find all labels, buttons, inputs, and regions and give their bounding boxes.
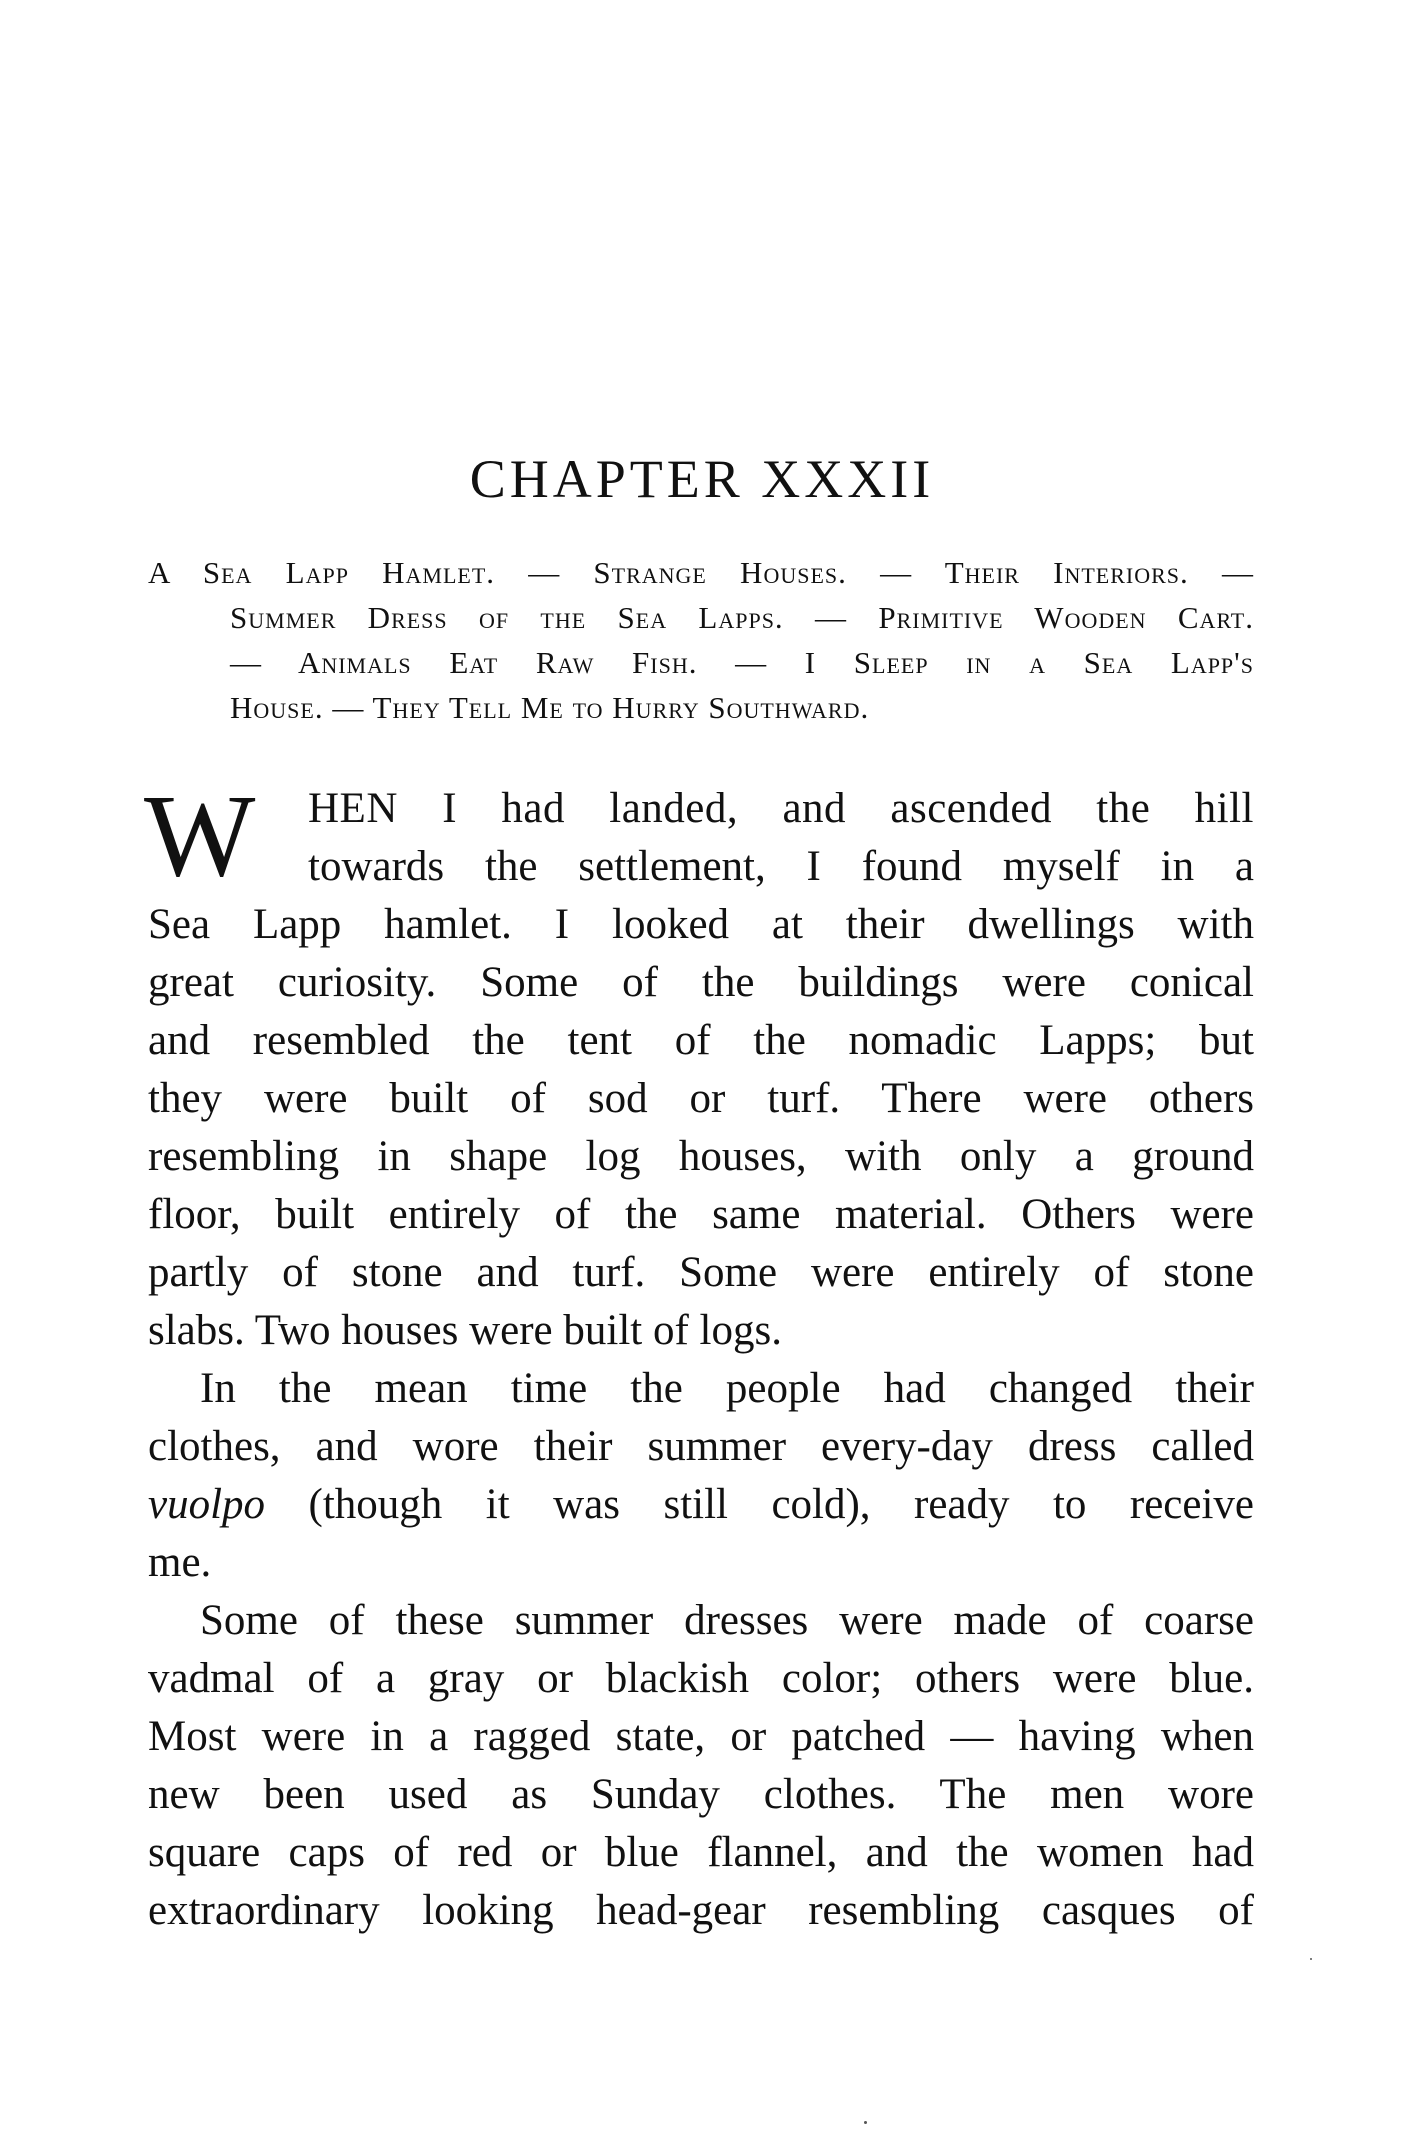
text-line: extraordinary looking head-gear resembling casques of	[148, 1887, 1254, 1934]
text-line: partly of stone and turf. Some were entirely of stone	[148, 1249, 1254, 1296]
text-line: clothes, and wore their summer every-day dress called	[148, 1423, 1254, 1470]
text-line: they were built of sod or turf. There were others	[148, 1075, 1254, 1122]
text-line: HEN I had landed, and ascended the hill	[308, 785, 1254, 832]
text-line: new been used as Sunday clothes. The men wore	[148, 1771, 1254, 1818]
paragraph-3	[148, 1592, 1254, 1940]
text-line: vadmal of a gray or blackish color; others were blue.	[148, 1655, 1254, 1702]
text-line: Sea Lapp hamlet. I looked at their dwellings with	[148, 901, 1254, 948]
drop-cap: W	[144, 770, 256, 901]
text-line: In the mean time the people had changed their	[200, 1365, 1254, 1412]
text-line: resembling in shape log houses, with only a ground	[148, 1133, 1254, 1180]
synopsis-line: — Animals Eat Raw Fish. — I Sleep in a Sea Lapp's	[230, 645, 1254, 680]
chapter-title: CHAPTER XXXII	[469, 449, 935, 509]
synopsis-line: Summer Dress of the Sea Lapps. — Primitive Wooden Cart.	[230, 600, 1254, 635]
text-line: Most were in a ragged state, or patched — having when	[148, 1713, 1254, 1760]
text-line: floor, built entirely of the same material. Others were	[148, 1191, 1254, 1238]
text-line: towards the settlement, I found myself in a	[308, 843, 1254, 890]
text-fragment: (though it was still cold), ready to receive	[265, 1481, 1254, 1528]
paper-speck	[1310, 1958, 1312, 1960]
text-line: Some of these summer dresses were made of coarse	[200, 1597, 1254, 1644]
paper-speck	[864, 2121, 867, 2124]
text-line: square caps of red or blue flannel, and the women had	[148, 1829, 1254, 1876]
chapter-synopsis	[148, 550, 1254, 730]
italic-word: vuolpo	[148, 1481, 266, 1528]
paragraph-2	[148, 1360, 1254, 1592]
text-line: me.	[148, 1539, 212, 1586]
paragraph-1	[144, 770, 1254, 1360]
text-line: slabs. Two houses were built of logs.	[148, 1307, 782, 1354]
synopsis-line: House. — They Tell Me to Hurry Southward.	[230, 690, 870, 725]
text-line: great curiosity. Some of the buildings were conical	[148, 959, 1254, 1006]
text-line	[148, 1476, 1254, 1534]
chapter-body	[144, 770, 1254, 1940]
text-line: and resembled the tent of the nomadic Lapps; but	[148, 1017, 1254, 1064]
synopsis-line: A Sea Lapp Hamlet. — Strange Houses. — Their Interiors. —	[148, 555, 1254, 590]
